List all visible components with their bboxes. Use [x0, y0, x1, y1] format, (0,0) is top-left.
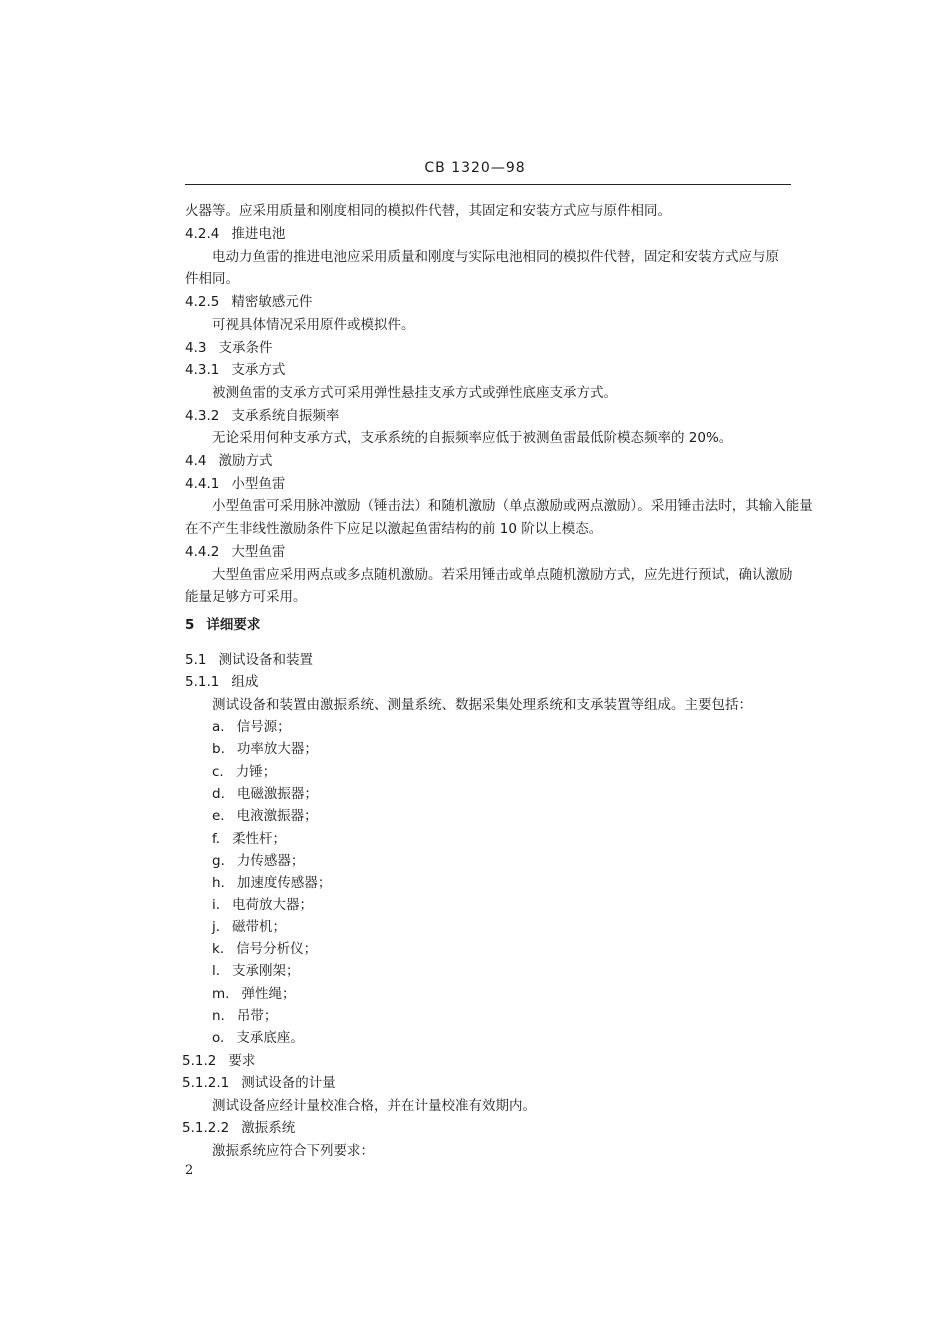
text-line	[185, 589, 307, 605]
section-line	[212, 941, 317, 957]
text-line	[185, 271, 239, 287]
line-text: 电液激振器；	[236, 808, 318, 824]
line-text: 测试设备应经计量校准合格，并在计量校准有效期内。	[212, 1098, 536, 1114]
text-line	[212, 1143, 374, 1159]
text-line	[185, 521, 602, 537]
page-number: 2	[185, 1163, 194, 1178]
line-text: 支承刚架；	[232, 963, 300, 979]
section-number: 4.4.2	[185, 544, 220, 560]
line-text: 支承系统自振频率	[231, 408, 340, 424]
text-line	[185, 203, 671, 219]
text-line	[212, 249, 779, 265]
section-line	[212, 764, 276, 780]
section-line	[182, 1075, 336, 1091]
line-text: 小型鱼雷	[231, 476, 286, 492]
line-text: 精密敏感元件	[231, 294, 313, 310]
section-number: m.	[212, 986, 230, 1002]
header-rule	[185, 184, 791, 185]
section-number: 5.1.2	[182, 1053, 217, 1069]
section-line	[212, 963, 300, 979]
section-number: d.	[212, 786, 225, 802]
text-line	[212, 697, 752, 713]
section-number: k.	[212, 941, 225, 957]
line-text: 测试设备和装置由激振系统、测量系统、数据采集处理系统和支承装置等组成。主要包括：	[212, 697, 752, 713]
section-line	[212, 741, 318, 757]
document-header: CB 1320—98	[424, 160, 526, 176]
line-text: 功率放大器；	[236, 741, 318, 757]
section-line	[185, 617, 260, 633]
line-text: 信号分析仪；	[236, 941, 318, 957]
section-number: 5	[185, 617, 195, 633]
line-text: 加速度传感器；	[236, 875, 332, 891]
line-text: 推进电池	[231, 226, 286, 242]
section-line	[185, 362, 285, 378]
line-text: 力传感器；	[236, 853, 305, 869]
section-number: 4.3.2	[185, 408, 220, 424]
section-line	[212, 853, 304, 869]
section-line	[212, 719, 291, 735]
section-number: 4.2.5	[185, 294, 220, 310]
section-line	[185, 226, 285, 242]
line-text: 在不产生非线性激励条件下应足以激起鱼雷结构的前 10 阶以上模态。	[185, 521, 603, 537]
line-text: 大型鱼雷	[231, 544, 286, 560]
line-text: 激振系统	[241, 1120, 296, 1136]
line-text: 信号源；	[236, 719, 291, 735]
line-text: 无论采用何种支承方式，支承系统的自振频率应低于被测鱼雷最低阶模态频率的 20%。	[212, 430, 733, 446]
section-line	[185, 476, 285, 492]
section-number: 5.1.2.2	[182, 1120, 230, 1136]
line-text: 激振系统应符合下列要求：	[212, 1143, 374, 1159]
line-text: 力锤；	[235, 764, 277, 780]
section-number: h.	[212, 875, 225, 891]
line-text: 详细要求	[206, 617, 261, 633]
line-text: 电动力鱼雷的推进电池应采用质量和刚度与实际电池相同的模拟件代替，固定和安装方式应与原	[212, 249, 779, 265]
section-number: i.	[212, 897, 221, 913]
section-number: n.	[212, 1008, 225, 1024]
section-number: f.	[212, 831, 221, 847]
section-number: 4.4.1	[185, 476, 220, 492]
section-number: c.	[212, 764, 224, 780]
section-number: 4.3.1	[185, 362, 220, 378]
section-line	[185, 294, 312, 310]
line-text: 支承底座。	[236, 1030, 304, 1046]
section-number: 5.1.2.1	[182, 1075, 230, 1091]
line-text: 电磁激振器；	[236, 786, 318, 802]
line-text: 弹性绳；	[241, 986, 296, 1002]
line-text: 件相同。	[185, 271, 239, 287]
section-number: 4.2.4	[185, 226, 220, 242]
section-line	[212, 986, 295, 1002]
text-line	[212, 1098, 536, 1114]
section-number: e.	[212, 808, 225, 824]
section-line	[182, 1120, 295, 1136]
line-text: 激励方式	[218, 453, 273, 469]
section-line	[185, 408, 339, 424]
line-text: 支承方式	[231, 362, 286, 378]
section-number: 5.1	[185, 652, 207, 668]
section-line	[212, 1008, 277, 1024]
line-text: 电荷放大器；	[232, 897, 314, 913]
line-text: 要求	[228, 1053, 256, 1069]
section-line	[185, 544, 285, 560]
section-line	[212, 875, 331, 891]
section-number: j.	[212, 919, 221, 935]
text-line	[212, 498, 813, 514]
section-line	[212, 786, 318, 802]
line-text: 被测鱼雷的支承方式可采用弹性悬挂支承方式或弹性底座支承方式。	[212, 385, 617, 401]
line-text: 组成	[231, 674, 259, 690]
section-number: o.	[212, 1030, 225, 1046]
text-line	[212, 430, 732, 446]
section-line	[212, 919, 286, 935]
text-line	[212, 385, 617, 401]
line-text: 火器等。应采用质量和刚度相同的模拟件代替，其固定和安装方式应与原件相同。	[185, 203, 671, 219]
line-text: 测试设备和装置	[218, 652, 313, 668]
section-number: 4.4	[185, 453, 207, 469]
section-line	[212, 808, 318, 824]
section-line	[212, 1030, 304, 1046]
line-text: 吊带；	[236, 1008, 278, 1024]
line-text: 测试设备的计量	[241, 1075, 336, 1091]
line-text: 大型鱼雷应采用两点或多点随机激励。若采用锤击或单点随机激励方式，应先进行预试，确认激励	[212, 567, 793, 583]
section-line	[212, 831, 286, 847]
section-number: g.	[212, 853, 225, 869]
line-text: 支承条件	[218, 340, 273, 356]
section-line	[185, 340, 272, 356]
section-line	[182, 1053, 255, 1069]
section-line	[212, 897, 313, 913]
section-number: l.	[212, 963, 221, 979]
section-number: a.	[212, 719, 225, 735]
line-text: 磁带机；	[232, 919, 287, 935]
line-text: 小型鱼雷可采用脉冲激励（锤击法）和随机激励（单点激励或两点激励）。采用锤击法时，其输入能量	[212, 498, 813, 514]
text-line	[212, 567, 793, 583]
section-number: 4.3	[185, 340, 207, 356]
section-line	[185, 652, 313, 668]
section-number: b.	[212, 741, 225, 757]
section-number: 5.1.1	[185, 674, 220, 690]
line-text: 可视具体情况采用原件或模拟件。	[212, 317, 415, 333]
section-line	[185, 674, 258, 690]
text-line	[212, 317, 415, 333]
section-line	[185, 453, 272, 469]
line-text: 柔性杆；	[232, 831, 287, 847]
line-text: 能量足够方可采用。	[185, 589, 307, 605]
